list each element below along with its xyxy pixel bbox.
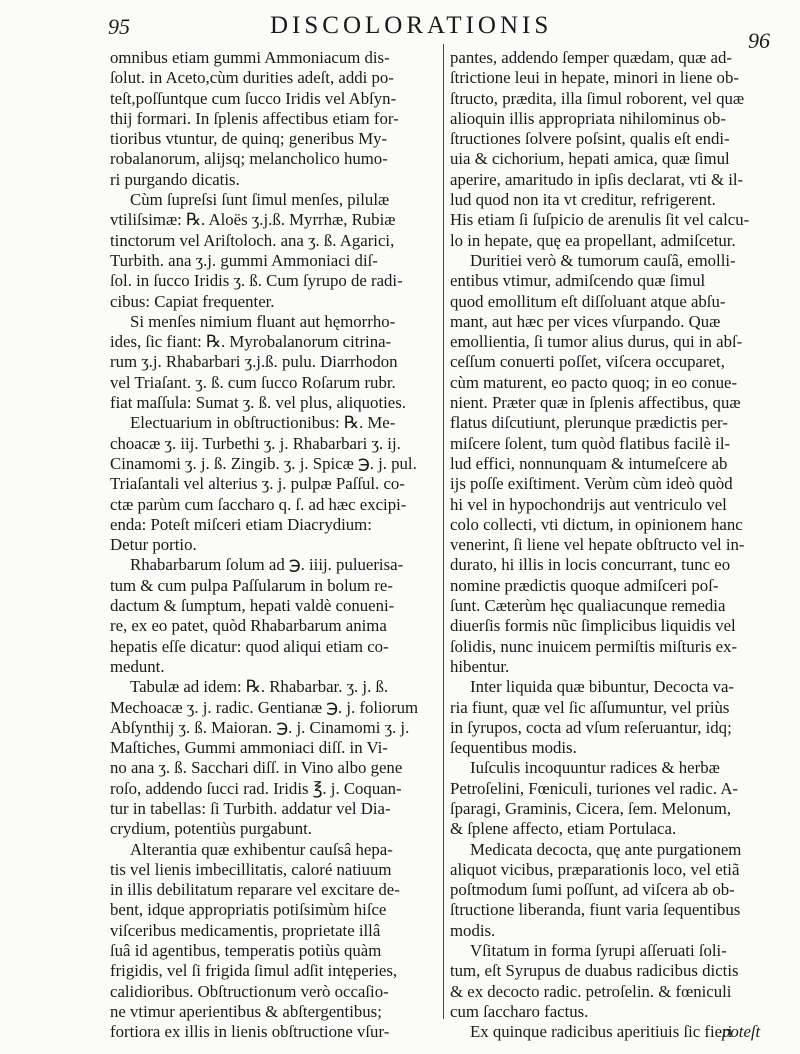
text-line: medunt. bbox=[110, 656, 165, 676]
left-text-column bbox=[110, 48, 440, 1043]
text-line: ſtrictione leui in hepate, minori in liene ob- bbox=[450, 68, 739, 88]
text-line: Si menſes nimium fluant aut hęmorrho- bbox=[130, 311, 396, 331]
text-line: ſuâ id agentibus, temperatis potiùs quàm bbox=[110, 941, 382, 961]
page-number-left: 95 bbox=[108, 14, 130, 39]
text-line: ides, ſic fiant: ℞. Myrobalanorum citrina- bbox=[110, 332, 392, 352]
text-line: Cùm ſupreſsi ſunt ſimul menſes, pilulæ bbox=[130, 190, 390, 210]
text-line: thij formari. In ſplenis affectibus etiam for- bbox=[110, 108, 399, 128]
text-line: Electuarium in obſtructionibus: ℞. Me- bbox=[130, 413, 396, 433]
text-line: pantes, addendo ſemper quædam, quæ ad- bbox=[450, 48, 732, 67]
text-line: tioribus vtuntur, de quinq; generibus My- bbox=[110, 129, 388, 149]
paragraph bbox=[450, 677, 775, 758]
text-line: bent, idque appropriatis potiſsimùm hiſce bbox=[110, 900, 387, 920]
text-line: entibus vtimur, admiſcendo quæ ſimul bbox=[450, 271, 706, 291]
text-line: alioquin illis appropriata nihilominus ob- bbox=[450, 108, 726, 128]
text-line: emollientia, ſi tumor alius durus, qui in abſ- bbox=[450, 332, 743, 352]
text-line: hi vel in hypochondrijs aut ventriculo vel bbox=[450, 494, 727, 514]
text-line: fiat maſſula: Sumat ʒ. ß. vel plus, aliquoties. bbox=[110, 393, 406, 413]
paragraph bbox=[110, 48, 440, 190]
text-line: ijs poſſe exiſtiment. Verùm cùm ideò quòd bbox=[450, 474, 733, 494]
text-line: lud effici, nonnunquam & intumeſcere ab bbox=[450, 453, 728, 473]
column-divider bbox=[443, 44, 444, 1019]
text-line: in ſyrupos, cocta ad vſum reſeruantur, idq; bbox=[450, 717, 732, 737]
text-line: durato, hi illis in locis concurrant, tunc eo bbox=[450, 555, 731, 575]
text-line: Ex quinque radicibus aperitiuis ſic fieri bbox=[470, 1022, 733, 1042]
paragraph bbox=[110, 677, 440, 839]
text-line: robalanorum, alijsq; melancholico humo- bbox=[110, 149, 388, 169]
text-line: venerint, ſi liene vel hepate obſtructo vel in- bbox=[450, 535, 745, 555]
text-line: ſtructo, prædita, illa ſimul roborent, vel quæ bbox=[450, 88, 745, 108]
text-line: re, ex eo patet, quòd Rhabarbarum anima bbox=[110, 616, 387, 636]
text-line: dactum & ſumptum, hepati valdè conueni- bbox=[110, 596, 395, 616]
text-line: uia & cichorium, hepati amica, quæ ſimul bbox=[450, 149, 730, 169]
text-line: diuerſis formis nũc ſimplicibus liquidis vel bbox=[450, 616, 736, 636]
catchword: poteſt bbox=[722, 1022, 761, 1041]
text-line: Abſynthij ʒ. ß. Maioran. ℈. j. Cinamomi ʒ. j. bbox=[110, 717, 410, 737]
text-line: cibus: Capiat frequenter. bbox=[110, 291, 275, 311]
text-line: Detur portio. bbox=[110, 535, 197, 555]
text-line: lud quod non ita vt creditur, refrigerent. bbox=[450, 190, 716, 210]
text-line: Mechoacæ ʒ. j. radic. Gentianæ ℈. j. foliorum bbox=[110, 697, 419, 717]
text-line: ſolidis, nunc inuicem permiſtis miſturis ex- bbox=[450, 636, 738, 656]
text-line: quod emollitum eſt diſſoluant atque abſu- bbox=[450, 291, 726, 311]
text-line: tum, eſt Syrupus de duabus radicibus dictis bbox=[450, 961, 739, 981]
text-line: tum & cum pulpa Paſſularum in bolum re- bbox=[110, 575, 393, 595]
text-line: Maſtiches, Gummi ammoniaci diſſ. in Vi- bbox=[110, 738, 388, 758]
text-line: viſceribus medicamentis, proprietate illâ bbox=[110, 920, 381, 940]
text-line: Tabulæ ad idem: ℞. Rhabarbar. ʒ. j. ß. bbox=[130, 677, 389, 697]
text-line: mant, aut hæc per vices vſurpando. Quæ bbox=[450, 311, 721, 331]
text-line: hepatis eſſe dicatur: quod aliqui etiam co- bbox=[110, 636, 389, 656]
text-line: Cinamomi ʒ. j. ß. Zingib. ʒ. j. Spicæ ℈. j. pul. bbox=[110, 453, 417, 473]
text-line: ctæ parùm cum ſaccharo q. ſ. ad hæc excipi- bbox=[110, 494, 407, 514]
text-line: cùm maturent, eo pacto quoq; in eo conue- bbox=[450, 372, 738, 392]
paragraph bbox=[450, 840, 775, 941]
text-line: lo in hepate, quę ea propellant, admiſcetur. bbox=[450, 230, 736, 250]
text-line: roſo, addendo ſucci rad. Iridis ℥. j. Coquan- bbox=[110, 778, 402, 798]
text-line: Vſitatum in forma ſyrupi aſſeruati ſoli- bbox=[470, 941, 727, 961]
text-line: His etiam ſi ſuſpicio de arenulis ſit vel calcu- bbox=[450, 210, 750, 230]
text-line: poſtmodum ſumi poſſunt, ad viſcera ab ob- bbox=[450, 880, 735, 900]
running-head-title: DISCOLORATIONIS bbox=[270, 12, 553, 39]
text-line: & ſplene affecto, etiam Portulaca. bbox=[450, 819, 677, 839]
text-line: fortiora ex illis in lienis obſtructione vſur- bbox=[110, 1022, 390, 1042]
text-line: ri purgando dicatis. bbox=[110, 169, 240, 189]
text-line: hibentur. bbox=[450, 656, 510, 676]
text-line: crydium, potentiùs purgabunt. bbox=[110, 819, 312, 839]
text-line: Iuſculis incoquuntur radices & herbæ bbox=[470, 758, 720, 778]
text-line: ſunt. Cæterùm hęc qualiacunque remedia bbox=[450, 596, 726, 616]
text-line: aliquot vicibus, præparationis loco, vel etiã bbox=[450, 859, 740, 879]
text-line: Alterantia quæ exhibentur cauſsâ hepa- bbox=[130, 839, 393, 859]
text-line: tis vel lienis imbecillitatis, caloré natiuum bbox=[110, 859, 392, 879]
text-line: aperire, amaritudo in ipſis declarat, vti & il- bbox=[450, 169, 744, 189]
right-text-column bbox=[450, 48, 775, 1043]
text-line: Inter liquida quæ bibuntur, Decocta va- bbox=[470, 677, 735, 697]
text-line: ſtructiones ſolvere poſsint, qualis eſt endi- bbox=[450, 129, 730, 149]
text-line: choacæ ʒ. iij. Turbethi ʒ. j. Rhabarbari ʒ. ij. bbox=[110, 433, 401, 453]
paragraph bbox=[110, 840, 440, 1043]
text-line: Duritiei verò & tumorum cauſâ, emolli- bbox=[470, 250, 736, 270]
text-line: no ana ʒ. ß. Sacchari diſſ. in Vino albo gene bbox=[110, 758, 403, 778]
text-line: ſequentibus modis. bbox=[450, 738, 577, 758]
text-line: modis. bbox=[450, 920, 496, 940]
paragraph bbox=[450, 758, 775, 839]
text-line: ſparagi, Graminis, Cicera, ſem. Melonum, bbox=[450, 798, 732, 818]
text-line: vel Triaſant. ʒ. ß. cum ſucco Roſarum rubr. bbox=[110, 372, 396, 392]
paragraph bbox=[450, 48, 775, 251]
text-line: frigidis, vel ſi frigida ſimul adſit intęperies, bbox=[110, 961, 398, 981]
text-line: nient. Præter quæ in ſplenis affectibus, quæ bbox=[450, 393, 741, 413]
text-line: Turbith. ana ʒ.j. gummi Ammoniaci diſ- bbox=[110, 250, 378, 270]
paragraph bbox=[450, 941, 775, 1022]
text-line: ſtructione liberanda, fiunt varia ſequentibus bbox=[450, 900, 741, 920]
text-line: & ex decocto radic. petroſelin. & fœniculi bbox=[450, 981, 732, 1001]
paragraph bbox=[450, 251, 775, 677]
text-line: flatus diſcutiunt, plerunque prædictis per- bbox=[450, 413, 728, 433]
text-line: vtiliſsimæ: ℞. Aloës ʒ.j.ß. Myrrhæ, Rubiæ bbox=[110, 210, 396, 230]
paragraph bbox=[110, 190, 440, 312]
text-line: Petroſelini, Fœniculi, turiones vel radic. A- bbox=[450, 778, 739, 798]
paragraph bbox=[110, 555, 440, 677]
text-line: rum ʒ.j. Rhabarbari ʒ.j.ß. pulu. Diarrhodon bbox=[110, 352, 398, 372]
page-number-right: 96 bbox=[748, 28, 770, 53]
text-line: in illis debilitatum reparare vel excitare de- bbox=[110, 880, 400, 900]
text-line: cum ſaccharo factus. bbox=[450, 1001, 589, 1021]
text-line: nomine prædictis quoque admiſceri poſ- bbox=[450, 575, 719, 595]
text-line: Medicata decocta, quę ante purgationem bbox=[470, 839, 742, 859]
text-line: Triaſantali vel alterius ʒ. j. pulpæ Paſſul. co- bbox=[110, 474, 405, 494]
text-line: ceſſum conuerti poſſet, viſcera occuparet, bbox=[450, 352, 725, 372]
text-line: ne vtimur aperientibus & abſtergentibus; bbox=[110, 1001, 382, 1021]
text-line: ſol. in ſucco Iridis ʒ. ß. Cum ſyrupo de radi- bbox=[110, 271, 403, 291]
text-line: colo collecti, vti dictum, in opinionem hanc bbox=[450, 514, 743, 534]
text-line: ſolut. in Aceto,cùm durities adeſt, addi po- bbox=[110, 68, 394, 88]
text-line: Rhabarbarum ſolum ad ℈. iiij. puluerisa- bbox=[130, 555, 404, 575]
text-line: teſt,poſſuntque cum ſucco Iridis vel Abſyn- bbox=[110, 88, 397, 108]
text-line: tur in tabellas: ſi Turbith. addatur vel Dia- bbox=[110, 798, 391, 818]
paragraph bbox=[110, 312, 440, 413]
text-line: tinctorum vel Ariſtoloch. ana ʒ. ß. Agarici, bbox=[110, 230, 395, 250]
text-line: miſcere ſolent, tum quòd flatibus facilè il- bbox=[450, 433, 731, 453]
text-line: omnibus etiam gummi Ammoniacum dis- bbox=[110, 48, 390, 67]
text-line: calidioribus. Obſtructionum verò occaſio- bbox=[110, 981, 389, 1001]
paragraph bbox=[110, 413, 440, 555]
text-line: enda: Poteſt miſceri etiam Diacrydium: bbox=[110, 514, 372, 534]
text-line: ria fiunt, quæ vel ſic aſſumuntur, vel priùs bbox=[450, 697, 730, 717]
